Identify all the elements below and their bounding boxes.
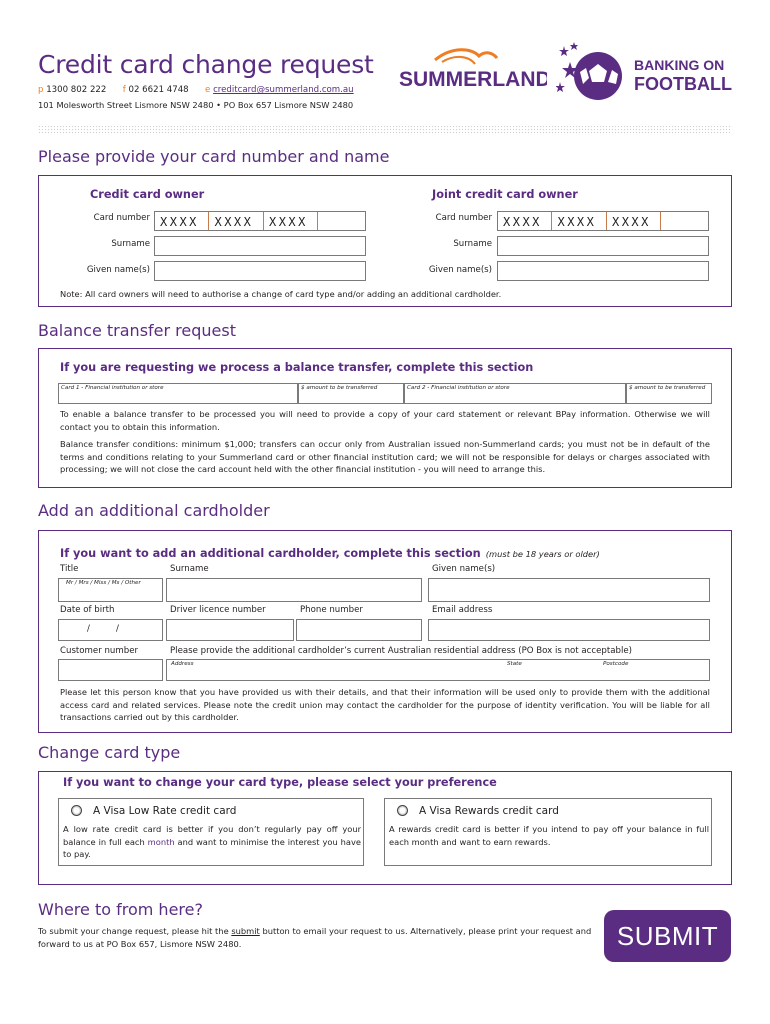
- card1-institution-input[interactable]: [58, 383, 298, 404]
- title-input[interactable]: [58, 578, 163, 602]
- balance-section-heading: Balance transfer request: [38, 321, 236, 340]
- logo-text-football: FOOTBALL: [634, 74, 732, 94]
- low-rate-description: [63, 823, 361, 861]
- rewards-description: A rewards credit card is better if you intend to pay off your balance in full each month and want to earn rewards.: [389, 824, 709, 847]
- contact-line: [38, 85, 354, 95]
- address-placeholder: Address: [171, 661, 194, 667]
- surname-label: Surname: [170, 564, 209, 574]
- rewards-label: A Visa Rewards credit card: [419, 805, 559, 817]
- email-input[interactable]: [428, 619, 710, 641]
- licence-input[interactable]: [166, 619, 294, 641]
- banking-on-football-logo: [556, 42, 736, 104]
- change-subheading: If you want to change your card type, please select your preference: [63, 776, 497, 789]
- licence-label: Driver licence number: [170, 605, 266, 615]
- joint-card-group-1: XXXX: [498, 212, 552, 230]
- balance-subheading: If you are requesting we process a balance transfer, complete this section: [60, 361, 534, 374]
- email-label: e: [205, 85, 211, 95]
- balance-info-paragraph: To enable a balance transfer to be processed you will need to provide a copy of your card statement or relevant BPay information. Otherwise we will contact you to obtain this information.: [60, 409, 710, 432]
- cardholder-privacy-paragraph: Please let this person know that you have provided us with their details, and that their information will be used only to provide them with the additional access card and related services. Please note the credit union may contact the cardholder for the purpose of identity verification. You will be liable for all transactions carried out by this cardholder.: [60, 687, 710, 722]
- joint-card-group-3: XXXX: [607, 212, 661, 230]
- joint-card-number-label: Card number: [435, 213, 492, 223]
- joint-surname-input[interactable]: [497, 236, 709, 256]
- joint-owner-heading: Joint credit card owner: [432, 188, 578, 201]
- rewards-radio[interactable]: [397, 805, 408, 816]
- low-rate-desc-a: A low rate credit card is better if you don’t regularly pay off your balance in full each: [63, 824, 361, 847]
- address-prompt: Please provide the additional cardholder’s current Australian residential address (PO Box is not acceptable): [170, 646, 632, 656]
- title-label: Title: [60, 564, 79, 574]
- phone-input[interactable]: [296, 619, 422, 641]
- card-owners-note: Note: All card owners will need to authorise a change of card type and/or adding an additional cardholder.: [60, 289, 502, 299]
- amount1-placeholder: $ amount to be transferred: [301, 385, 378, 391]
- phone-number: 1300 802 222: [46, 85, 107, 95]
- card-section-heading: Please provide your card number and name: [38, 147, 390, 166]
- card1-institution-placeholder: Card 1 - Financial institution or store: [61, 385, 164, 391]
- owner-card-number-label: Card number: [93, 213, 150, 223]
- low-rate-label: A Visa Low Rate credit card: [93, 805, 237, 817]
- age-requirement-note: (must be 18 years or older): [485, 549, 600, 559]
- phone-label: p: [38, 85, 44, 95]
- owner-surname-input[interactable]: [154, 236, 366, 256]
- card-group-1: XXXX: [155, 212, 209, 230]
- summerland-logo: [397, 46, 547, 96]
- submit-instructions-b: button to email your request to us. Alternatively, please print your request and forward to us at PO Box 657, Lismore NSW 2480.: [38, 926, 592, 949]
- fax-number: 02 6621 4748: [128, 85, 189, 95]
- fax-label: f: [122, 85, 126, 95]
- email-link[interactable]: creditcard@summerland.com.au: [213, 85, 354, 95]
- additional-subheading: If you want to add an additional cardholder, complete this section: [60, 547, 481, 560]
- postal-address: 101 Molesworth Street Lismore NSW 2480 • PO Box 657 Lismore NSW 2480: [38, 100, 354, 110]
- postcode-placeholder: Postcode: [603, 661, 629, 667]
- additional-given-names-input[interactable]: [428, 578, 710, 602]
- additional-subheading-row: [60, 542, 600, 561]
- where-to-heading: Where to from here?: [38, 900, 203, 919]
- state-placeholder: State: [507, 661, 522, 667]
- dob-separator-1: /: [87, 624, 90, 634]
- page-title: Credit card change request: [38, 50, 374, 79]
- dob-input[interactable]: [58, 619, 163, 641]
- customer-number-label: Customer number: [60, 646, 139, 656]
- amount2-input[interactable]: [626, 383, 712, 404]
- owner-surname-label: Surname: [111, 239, 150, 249]
- joint-card-group-4: [661, 212, 708, 230]
- rewards-option-card[interactable]: [384, 798, 712, 866]
- joint-card-group-2: XXXX: [552, 212, 606, 230]
- low-rate-desc-month: month: [147, 836, 175, 847]
- owner-given-names-label: Given name(s): [86, 265, 150, 275]
- amount1-input[interactable]: [298, 383, 404, 404]
- submit-button[interactable]: SUBMIT: [604, 910, 731, 962]
- submit-inline-link[interactable]: submit: [231, 926, 260, 936]
- header-divider: [38, 125, 732, 135]
- low-rate-option-card[interactable]: [58, 798, 364, 866]
- summerland-logo-text: SUMMERLAND: [399, 68, 547, 91]
- low-rate-desc-b: and want to minimise the interest you have to pay.: [63, 836, 361, 859]
- title-options-hint: Mr / Mrs / Miss / Ms / Other: [66, 580, 141, 586]
- joint-surname-label: Surname: [453, 239, 492, 249]
- additional-surname-input[interactable]: [166, 578, 422, 602]
- card-group-3: XXXX: [264, 212, 318, 230]
- submit-instructions-a: To submit your change request, please hit the: [38, 926, 229, 936]
- additional-section-heading: Add an additional cardholder: [38, 501, 270, 520]
- balance-conditions-paragraph: Balance transfer conditions: minimum $1,000; transfers can occur only from Australian issued non-Summerland cards; you must not be in default of the terms and conditions relating to your Summerland card or other financial institution card; we will not be responsible for delays or charges associated with processing; we will not close the card account held with the other financial institution - you will need to arrange this.: [60, 439, 710, 474]
- owner-given-names-input[interactable]: [154, 261, 366, 281]
- submit-instructions: [38, 925, 598, 950]
- card2-institution-input[interactable]: [404, 383, 626, 404]
- owner-heading: Credit card owner: [90, 188, 205, 201]
- address-input[interactable]: [166, 659, 710, 681]
- amount2-placeholder: $ amount to be transferred: [629, 385, 706, 391]
- joint-card-number-input[interactable]: [497, 211, 709, 231]
- card-group-2: XXXX: [209, 212, 263, 230]
- customer-number-input[interactable]: [58, 659, 163, 681]
- owner-card-number-input[interactable]: [154, 211, 366, 231]
- given-names-label: Given name(s): [432, 564, 496, 574]
- card2-institution-placeholder: Card 2 - Financial institution or store: [407, 385, 510, 391]
- dob-separator-2: /: [116, 624, 119, 634]
- joint-given-names-input[interactable]: [497, 261, 709, 281]
- low-rate-radio[interactable]: [71, 805, 82, 816]
- card-group-4: [318, 212, 365, 230]
- change-section-heading: Change card type: [38, 743, 181, 762]
- logo-text-banking-on: BANKING ON: [634, 57, 725, 73]
- phone-number-label: Phone number: [300, 605, 363, 615]
- dob-label: Date of birth: [60, 605, 115, 615]
- email-address-label: Email address: [432, 605, 493, 615]
- joint-given-names-label: Given name(s): [428, 265, 492, 275]
